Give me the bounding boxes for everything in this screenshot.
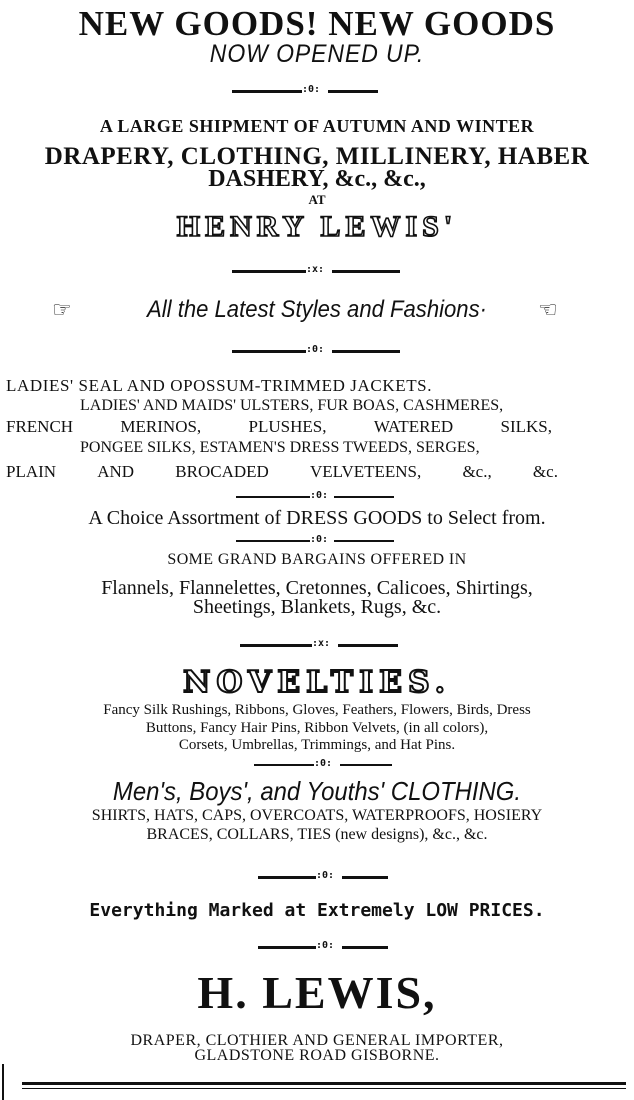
novelties-line-2: Buttons, Fancy Hair Pins, Ribbon Velvets, (in all colors), [145,720,489,736]
footer-name: H. LEWIS, [197,967,437,1018]
dress-goods-line: A Choice Assortment of DRESS GOODS to Select from. [88,507,546,529]
divider-rule: :x: [240,638,400,652]
footer-address: GLADSTONE ROAD GISBORNE. [194,1047,440,1064]
divider-rule: :0: [258,940,388,954]
shipment-line-2: DRAPERY, CLOTHING, MILLINERY, HABER [44,143,590,170]
subheadline: NOW OPENED UP. [209,40,425,68]
divider-rule: :0: [236,534,396,548]
divider-rule: :0: [232,344,402,358]
goods-line-3: FRENCH MERINOS, PLUSHES, WATERED SILKS, [6,417,552,436]
shipment-line-3: DASHERY, &c., &c., [208,166,426,192]
goods-line-5: PLAIN AND BROCADED VELVETEENS, &c., &c. [6,462,558,481]
goods-line-1: LADIES' SEAL AND OPOSSUM-TRIMMED JACKETS. [6,376,433,395]
column-edge [2,1064,4,1100]
pointing-hand-icon: ☞ [538,298,558,323]
headline: NEW GOODS! NEW GOODS [78,4,556,43]
pointing-hand-icon: ☞ [52,298,72,323]
novelties-title: NOVELTIES. [182,665,452,700]
bargains-line-3: Sheetings, Blankets, Rugs, &c. [192,596,442,618]
bargains-line-2: Flannels, Flannelettes, Cretonnes, Calicoes, Shirtings, [101,577,533,599]
divider-rule: :0: [232,84,392,98]
clothing-title: Men's, Boys', and Youths' CLOTHING. [112,776,522,806]
bargains-line-1: SOME GRAND BARGAINS OFFERED IN [167,551,467,568]
shipment-line-4: AT [308,192,326,207]
bottom-rule-thin [22,1088,626,1089]
shipment-line-1: A LARGE SHIPMENT OF AUTUMN AND WINTER [99,116,535,136]
goods-line-4: PONGEE SILKS, ESTAMEN'S DRESS TWEEDS, SERGES, [80,439,480,456]
bottom-rule [22,1082,626,1085]
divider-rule: :0: [254,758,394,772]
merchant-name: HENRY LEWIS' [176,210,458,243]
divider-rule: :0: [258,870,388,884]
footer-role: DRAPER, CLOTHIER AND GENERAL IMPORTER, [130,1032,504,1049]
fashions-tagline: All the Latest Styles and Fashions· [147,296,487,323]
divider-rule: :0: [236,490,396,504]
low-prices-line: Everything Marked at Extremely LOW PRICES. [89,900,545,921]
novelties-line-1: Fancy Silk Rushings, Ribbons, Gloves, Feathers, Flowers, Birds, Dress [103,702,531,718]
goods-line-2: LADIES' AND MAIDS' ULSTERS, FUR BOAS, CASHMERES, [80,397,504,414]
divider-rule: :x: [232,264,402,278]
clothing-line-1: SHIRTS, HATS, CAPS, OVERCOATS, WATERPROOFS, HOSIERY [91,807,543,824]
clothing-line-2: BRACES, COLLARS, TIES (new designs), &c., &c. [146,826,488,843]
novelties-line-3: Corsets, Umbrellas, Trimmings, and Hat Pins. [178,737,456,753]
